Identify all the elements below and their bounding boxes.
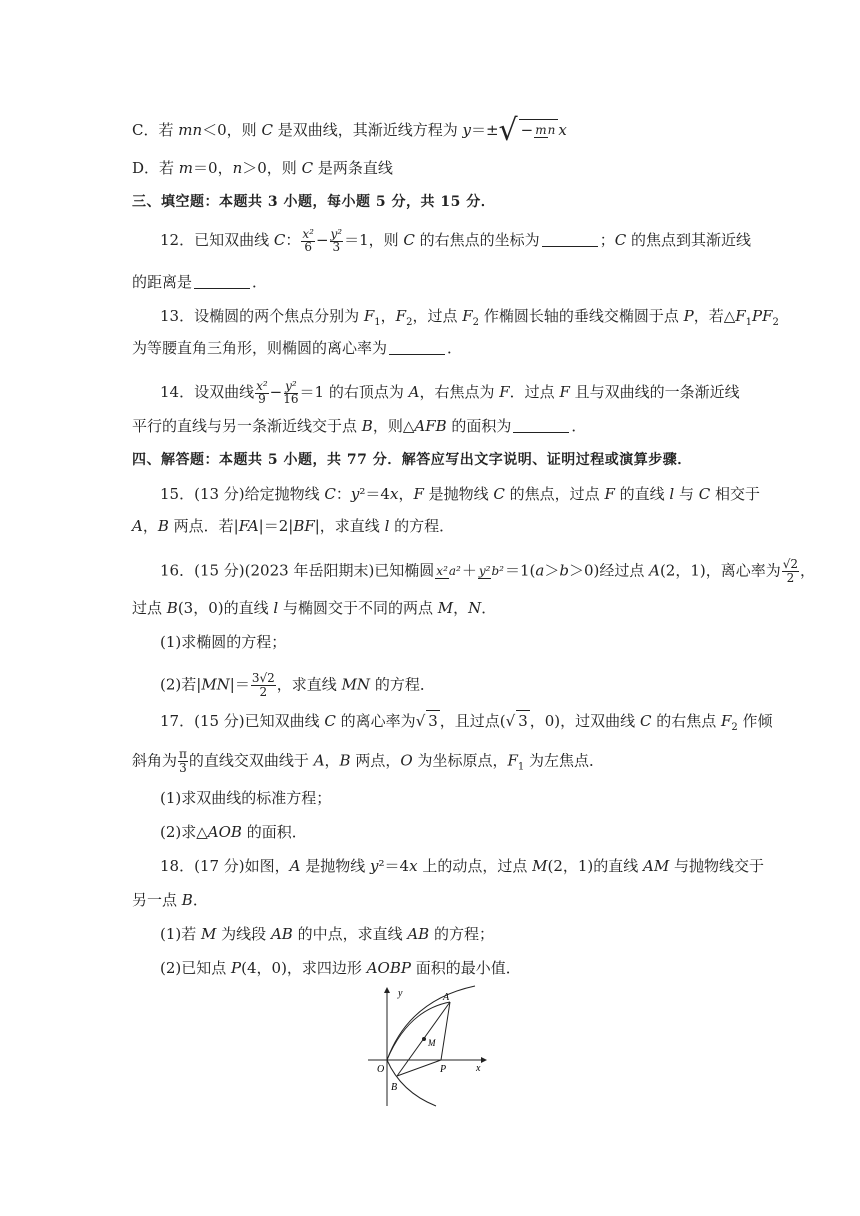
text: − (520, 121, 534, 139)
text: 的方程． (389, 517, 455, 535)
question-18-part-2 (160, 958, 732, 978)
text: ． (571, 417, 587, 435)
y-axis-label: y (398, 988, 403, 999)
text: 为坐标原点， (412, 751, 508, 770)
text: B (339, 751, 351, 770)
subscript: 2 (772, 317, 779, 328)
text: ． (447, 339, 463, 357)
text: 的右焦点的坐标为 (414, 231, 540, 249)
text: C (698, 485, 711, 503)
segment-ap (441, 1002, 450, 1060)
text: 两点．若| (168, 517, 239, 535)
point-m-label: M (428, 1038, 436, 1048)
numerator: 3√2 (251, 671, 275, 685)
denominator: 3 (179, 761, 187, 775)
text: ＝0， (193, 159, 233, 177)
text: ，0)，过双曲线 (529, 712, 640, 730)
text: C (403, 231, 415, 249)
fraction (301, 228, 315, 254)
text: 17．(15 分)已知双曲线 (160, 712, 325, 730)
text: ． (481, 599, 497, 617)
question-18-part-1 (160, 924, 732, 944)
text: A (132, 517, 143, 535)
text: 的面积为 (446, 417, 512, 435)
text: PF (752, 307, 773, 325)
numerator: x² (436, 564, 448, 578)
origin-label: O (377, 1064, 385, 1075)
question-17-cont (132, 748, 732, 775)
section-heading-fill-in: 三、填空题：本题共 3 小题，每小题 5 分，共 15 分． (132, 194, 496, 210)
denominator: a² (448, 564, 461, 578)
question-13-cont (132, 338, 732, 358)
text: ； (599, 231, 615, 249)
text: C (639, 712, 652, 730)
text: − (269, 383, 283, 401)
upper-arc (387, 1002, 450, 1060)
text: ， (800, 561, 816, 580)
text: A (649, 561, 660, 580)
text: ＞0)经过点 (568, 561, 650, 580)
text: B (181, 891, 193, 909)
text: M (201, 925, 217, 943)
section-heading-answers: 四、解答题：本题共 5 小题，共 77 分．解答应写出文字说明、证明过程或演算步骤． (132, 452, 692, 468)
question-16 (160, 557, 816, 585)
question-17 (160, 710, 773, 733)
text: |，求直线 (314, 517, 385, 535)
text: 与 (674, 485, 699, 503)
parabola-figure (368, 980, 492, 1112)
text: ， (142, 517, 158, 535)
answer-blank[interactable] (513, 418, 569, 433)
text: ²＝4 (359, 485, 390, 503)
fraction (251, 672, 276, 699)
fraction (330, 228, 344, 254)
question-18-cont (132, 890, 732, 910)
text: 作椭圆长轴的垂线交椭圆于点 (479, 307, 684, 325)
point-b-label: B (391, 1082, 398, 1093)
text: F (735, 307, 746, 325)
fraction (478, 565, 504, 578)
text: (2)求△ (160, 823, 208, 841)
text: 与椭圆交于不同的两点 (278, 599, 438, 617)
subscript: 2 (731, 722, 738, 733)
text: 是两条直线 (313, 159, 393, 177)
text: 的直线交双曲线于 (188, 751, 314, 770)
text: l (669, 485, 675, 503)
text: ，过点 (412, 307, 463, 325)
text: D．若 (132, 159, 179, 177)
text: b (559, 561, 569, 580)
text: 为左焦点． (524, 751, 605, 770)
text: B (157, 517, 169, 535)
text: A (313, 751, 325, 770)
question-15-cont (132, 516, 732, 536)
text: ＞0，则 (242, 159, 302, 177)
numerator: x² (256, 379, 268, 393)
text: 为线段 (216, 925, 271, 943)
subscript: 1 (374, 317, 381, 328)
fraction (255, 380, 269, 406)
text: ． (192, 891, 208, 909)
text: 与抛物线交于 (669, 857, 765, 875)
text: P (231, 959, 242, 977)
text: FA (238, 517, 259, 535)
text: F (604, 485, 615, 503)
text: 的距离是 (132, 273, 193, 291)
text: 为等腰直角三角形，则椭圆的离心率为 (132, 339, 388, 357)
text: ＋ (461, 561, 477, 580)
text: (4，0)，求四边形 (241, 959, 367, 977)
radicand (519, 119, 559, 140)
text: 是抛物线 (423, 485, 494, 503)
text: ． (252, 273, 268, 291)
denominator: 3 (332, 240, 341, 254)
numerator: x² (302, 227, 314, 241)
text: AM (643, 857, 670, 875)
text: O (400, 751, 413, 770)
text: mn (178, 121, 203, 139)
text: (2)若| (160, 675, 202, 694)
fraction (435, 565, 461, 578)
text: 是双曲线，其渐近线方程为 (272, 121, 463, 139)
text: 的面积． (241, 823, 307, 841)
text: a (535, 561, 545, 580)
denominator: n (547, 122, 556, 137)
option-d (132, 158, 732, 178)
fraction (178, 748, 188, 775)
text: P (683, 307, 694, 325)
text: 是抛物线 (300, 857, 371, 875)
text: B (166, 599, 178, 617)
text: − (315, 231, 329, 249)
text: ²＝4 (378, 857, 410, 875)
text: MN (341, 675, 371, 694)
text: 18．(17 分)如图， (160, 857, 290, 875)
numerator: y² (330, 227, 343, 241)
text: ， (398, 485, 414, 503)
text: A (408, 383, 420, 401)
parabola-diagram (368, 980, 492, 1112)
text: ， (380, 307, 396, 325)
text: B (361, 417, 373, 435)
x-axis-label: x (476, 1063, 481, 1074)
text: C．若 (132, 121, 179, 139)
answer-blank[interactable] (542, 232, 598, 247)
text: 面积的最小值． (410, 959, 521, 977)
text: x (409, 857, 418, 875)
text: (2，1)的直线 (547, 857, 644, 875)
text: 上的动点，过点 (417, 857, 533, 875)
text: ＝1 的右顶点为 (299, 383, 409, 401)
fraction (283, 380, 298, 406)
question-14-cont (132, 416, 732, 436)
text: 的焦点，过点 (504, 485, 605, 503)
question-16-part-1: (1)求椭圆的方程； (160, 633, 287, 651)
answer-blank[interactable] (389, 340, 445, 355)
text: AB (270, 925, 293, 943)
text: 两点， (350, 751, 401, 770)
question-17-part-1: (1)求双曲线的标准方程； (160, 789, 332, 807)
text: 平行的直线与另一条渐近线交于点 (132, 417, 362, 435)
text: ， (453, 599, 469, 617)
text: ， (324, 751, 340, 770)
option-c (132, 113, 732, 148)
text: AOBP (366, 959, 411, 977)
text: F (499, 383, 510, 401)
denominator: 6 (304, 240, 312, 254)
question-13 (160, 306, 779, 328)
text: x (558, 121, 567, 139)
question-16-part-2 (160, 672, 732, 699)
text: F (395, 307, 407, 325)
text: C (273, 231, 286, 249)
text: A (289, 857, 301, 875)
point-a-label: A (443, 992, 450, 1003)
text: y (350, 485, 360, 503)
question-18 (160, 856, 765, 876)
text: 的离心率为 (335, 712, 416, 730)
text: M (437, 599, 454, 617)
text: F (720, 712, 732, 730)
text: 的焦点到其渐近线 (626, 231, 751, 249)
numerator: y² (478, 564, 491, 578)
answer-blank[interactable] (194, 274, 250, 289)
radical-sign: √ (415, 712, 426, 730)
numerator: π (179, 747, 187, 761)
subscript: 1 (517, 761, 525, 773)
text: ＝1( (504, 561, 536, 580)
text: F (462, 307, 473, 325)
fraction-m-over-n (534, 124, 555, 137)
text: 且与双曲线的一条渐近线 (569, 383, 740, 401)
subscript: 1 (745, 317, 753, 328)
text: C (301, 159, 314, 177)
text: M (532, 857, 548, 875)
text: ： (335, 485, 351, 503)
text: ，求直线 (276, 675, 342, 694)
text: 的方程； (429, 925, 494, 943)
text: C (614, 231, 627, 249)
fraction (782, 558, 799, 585)
text: AB (407, 925, 430, 943)
text: 的右焦点 (651, 712, 721, 730)
text: 相交于 (710, 485, 761, 503)
text: ，右焦点为 (419, 383, 500, 401)
text: 斜角为 (132, 751, 178, 770)
text: ＝± (470, 121, 499, 139)
text: (2)已知点 (160, 959, 232, 977)
question-14 (160, 379, 740, 406)
radicand: 3 (518, 712, 528, 730)
numerator: m (535, 122, 547, 137)
text: BF (293, 517, 315, 535)
text: F (413, 485, 424, 503)
text: (1)若 (160, 925, 202, 943)
text: ，若△ (693, 307, 736, 325)
text: (2，1)，离心率为 (659, 561, 781, 580)
denominator: 2 (259, 685, 268, 699)
text: ＜0，则 (202, 121, 262, 139)
radical-sign: √ (505, 712, 516, 730)
text: 作倾 (737, 712, 773, 730)
numerator: y² (285, 379, 297, 393)
denominator: 16 (283, 392, 299, 406)
text: n (232, 159, 243, 177)
question-12 (160, 227, 751, 254)
text: F (507, 751, 518, 770)
question-17-part-2 (160, 822, 732, 842)
numerator: √2 (782, 557, 799, 571)
text: 15．(13 分)给定抛物线 (160, 485, 325, 503)
text: y (370, 857, 379, 875)
subscript: 2 (406, 317, 413, 328)
text: ＝1，则 (344, 231, 404, 249)
subscript: 2 (472, 317, 480, 328)
text: N (468, 599, 482, 617)
text: ，且过点( (439, 712, 506, 730)
radicand: 3 (428, 712, 438, 730)
text: C (324, 712, 336, 730)
text: m (178, 159, 194, 177)
text: ＞ (544, 561, 560, 580)
text: |＝2| (258, 517, 294, 535)
question-12-cont (132, 272, 732, 292)
denominator: 2 (786, 571, 795, 585)
point-m (422, 1037, 426, 1041)
text: l (384, 517, 390, 535)
text: y (462, 121, 471, 139)
text: ，则△ (372, 417, 415, 435)
text: C (261, 121, 273, 139)
text: F (559, 383, 570, 401)
text: 13．设椭圆的两个焦点分别为 (160, 307, 364, 325)
text: F (363, 307, 375, 325)
denominator: 9 (258, 392, 266, 406)
text: C (324, 485, 336, 503)
text: 16．(15 分)(2023 年岳阳期末)已知椭圆 (160, 561, 435, 580)
text: ： (285, 231, 301, 249)
text: 的中点，求直线 (292, 925, 408, 943)
text: AFB (414, 417, 447, 435)
radical-sign: √ (498, 113, 518, 148)
text: C (493, 485, 505, 503)
text: ．过点 (509, 383, 560, 401)
segment-pb (397, 1060, 441, 1076)
text: |＝ (229, 675, 250, 694)
text: 的直线 (614, 485, 670, 503)
text: 14．设双曲线 (160, 383, 255, 401)
text: 的方程． (370, 675, 435, 694)
question-15 (160, 484, 761, 504)
text: l (273, 599, 279, 617)
text: (3，0)的直线 (177, 599, 274, 617)
point-p-label: P (440, 1064, 447, 1075)
text: 12．已知双曲线 (160, 231, 274, 249)
denominator: b² (491, 564, 504, 578)
text: 过点 (132, 599, 167, 617)
question-16-cont (132, 598, 732, 618)
text: AOB (207, 823, 242, 841)
text: MN (201, 675, 230, 694)
text: x (389, 485, 399, 503)
text: 另一点 (132, 891, 182, 909)
